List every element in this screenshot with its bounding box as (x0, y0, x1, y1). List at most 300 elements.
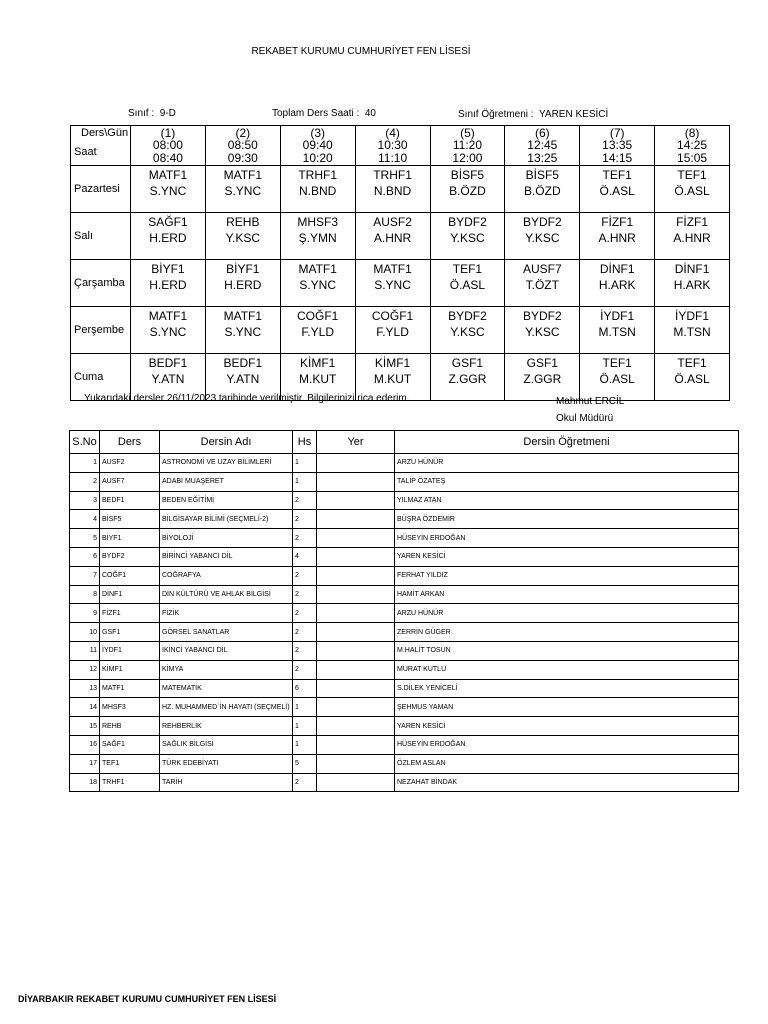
period-number: (2) (205, 126, 280, 140)
period-start: 13:35 (602, 138, 633, 152)
lesson-teacher: Y.KSC (525, 231, 560, 245)
lesson-course: MATF1 (148, 168, 188, 182)
course-code: DİNF1 (100, 585, 160, 604)
course-list-table (69, 430, 739, 792)
lesson-course: İYDF1 (675, 309, 710, 323)
course-hours: 5 (293, 754, 317, 773)
course-no: 10 (70, 623, 100, 642)
lesson-teacher: F.YLD (301, 325, 335, 339)
period-end: 09:30 (227, 151, 258, 165)
course-place (317, 510, 395, 529)
lesson-teacher: Ö.ASL (449, 278, 486, 292)
period-time (430, 139, 505, 166)
schedule-note: Yukarıdaki dersler 26/11/2023 tarihinde verilmiştir. Bilgilerinizi rica ederim. (84, 393, 410, 404)
lesson-cell (355, 166, 430, 213)
lesson-teacher: Y.KSC (525, 325, 560, 339)
period-end: 15:05 (677, 151, 708, 165)
lesson-teacher: Y.KSC (225, 231, 261, 245)
lesson-course: MATF1 (298, 262, 337, 276)
total-hours-info (272, 108, 376, 119)
table-row (70, 717, 739, 736)
lesson-cell (280, 213, 355, 260)
course-code: SAĞF1 (100, 735, 160, 754)
lesson-course: GSF1 (451, 356, 484, 370)
course-code: AUSF2 (100, 454, 160, 473)
course-place (317, 623, 395, 642)
period-time (580, 139, 655, 166)
lesson-course: KİMF1 (300, 356, 336, 370)
course-place (317, 717, 395, 736)
period-time (131, 139, 206, 166)
lesson-cell (430, 166, 505, 213)
course-code: GSF1 (100, 623, 160, 642)
day-row (71, 307, 730, 354)
course-teacher: YILMAZ ATAN (395, 491, 739, 510)
lesson-course: BİSF5 (525, 168, 559, 182)
course-name: GÖRSEL SANATLAR (160, 623, 293, 642)
lesson-teacher: S.YNC (224, 184, 262, 198)
course-name: REHBERLİK (160, 717, 293, 736)
period-time (205, 139, 280, 166)
table-row (70, 679, 739, 698)
lesson-cell (205, 307, 280, 354)
lesson-teacher: Ö.ASL (599, 184, 635, 198)
period-end: 12:00 (452, 151, 483, 165)
course-place (317, 698, 395, 717)
course-no: 6 (70, 547, 100, 566)
period-number: (6) (505, 126, 580, 140)
lesson-course: SAĞF1 (148, 215, 188, 229)
period-end: 11:10 (377, 151, 408, 165)
period-number: (1) (131, 126, 206, 140)
lesson-course: TEF1 (602, 356, 632, 370)
lesson-course: TRHF1 (298, 168, 338, 182)
period-end: 13:25 (527, 151, 558, 165)
course-hours: 2 (293, 491, 317, 510)
course-hours: 2 (293, 773, 317, 792)
period-end: 14:15 (602, 151, 633, 165)
course-place (317, 641, 395, 660)
class-teacher-label: Sınıf Öğretmeni : (458, 109, 534, 120)
lesson-course: REHB (226, 215, 260, 229)
course-no: 2 (70, 472, 100, 491)
day-row (71, 166, 730, 213)
lesson-cell (430, 213, 505, 260)
course-hours: 2 (293, 604, 317, 623)
course-name: ADABI MUAŞERET (160, 472, 293, 491)
course-no: 8 (70, 585, 100, 604)
lesson-teacher: H.ARK (673, 278, 711, 292)
course-name: BEDEN EĞİTİMİ (160, 491, 293, 510)
table-row (70, 641, 739, 660)
course-no: 9 (70, 604, 100, 623)
lesson-teacher: M.KUT (373, 372, 412, 386)
table-row (70, 491, 739, 510)
lesson-course: MATF1 (223, 309, 263, 323)
course-hours: 2 (293, 623, 317, 642)
principal-signature (556, 393, 624, 427)
course-teacher: HÜSEYİN ERDOĞAN (395, 735, 739, 754)
lesson-course: BEDF1 (148, 356, 188, 370)
course-name: FİZİK (160, 604, 293, 623)
lesson-course: MATF1 (148, 309, 188, 323)
course-code: BİSF5 (100, 510, 160, 529)
table-row (70, 529, 739, 548)
course-no: 14 (70, 698, 100, 717)
total-hours-label: Toplam Ders Saati : (272, 108, 360, 119)
course-code: TEF1 (100, 754, 160, 773)
course-place (317, 491, 395, 510)
header-hours: Hs (293, 431, 317, 454)
table-row (70, 773, 739, 792)
lesson-cell (205, 260, 280, 307)
lesson-course: AUSF7 (522, 262, 562, 276)
course-teacher: ÖZLEM ASLAN (395, 754, 739, 773)
lesson-course: MATF1 (223, 168, 263, 182)
day-label: Çarşamba (71, 260, 131, 307)
lesson-teacher: A.HNR (673, 231, 711, 245)
lesson-teacher: Y.KSC (450, 325, 485, 339)
lesson-teacher: Z.GGR (523, 372, 562, 386)
lesson-cell (580, 260, 655, 307)
corner-label: Ders\Gün (71, 126, 131, 140)
lesson-course: BYDF2 (522, 215, 562, 229)
lesson-teacher: Ö.ASL (674, 184, 710, 198)
course-hours: 1 (293, 735, 317, 754)
course-no: 5 (70, 529, 100, 548)
course-code: REHB (100, 717, 160, 736)
lesson-teacher: Y.ATN (151, 372, 185, 386)
lesson-cell (505, 260, 580, 307)
period-number: (3) (280, 126, 355, 140)
lesson-cell (355, 307, 430, 354)
day-label: Salı (71, 213, 131, 260)
header-no: S.No (70, 431, 100, 454)
table-row (70, 754, 739, 773)
course-no: 18 (70, 773, 100, 792)
lesson-course: DİNF1 (674, 262, 710, 276)
lesson-course: MHSF3 (297, 215, 339, 229)
lesson-course: TRHF1 (373, 168, 412, 182)
class-teacher-value: YAREN KESİCİ (538, 109, 609, 120)
lesson-cell (430, 307, 505, 354)
course-hours: 2 (293, 529, 317, 548)
course-teacher: BÜŞRA ÖZDEMİR (395, 510, 739, 529)
course-hours: 1 (293, 698, 317, 717)
course-teacher: ARZU HÜNÜR (395, 454, 739, 473)
course-teacher: YAREN KESİCİ (395, 717, 739, 736)
course-name: TÜRK EDEBİYATI (160, 754, 293, 773)
period-number: (8) (655, 126, 730, 140)
lesson-course: BYDF2 (448, 309, 487, 323)
lesson-cell (430, 260, 505, 307)
course-name: İKİNCİ YABANCI DİL (160, 641, 293, 660)
course-hours: 4 (293, 547, 317, 566)
course-no: 15 (70, 717, 100, 736)
course-code: TRHF1 (100, 773, 160, 792)
lesson-cell (655, 260, 730, 307)
period-start: 14:25 (677, 138, 708, 152)
lesson-course: COĞF1 (297, 309, 339, 323)
footer-school-name: DİYARBAKIR REKABET KURUMU CUMHURİYET FEN LİSESİ (18, 994, 277, 1004)
class-info (128, 108, 176, 119)
lesson-teacher: A.HNR (598, 231, 636, 245)
day-label: Perşembe (71, 307, 131, 354)
course-place (317, 585, 395, 604)
course-no: 3 (70, 491, 100, 510)
course-no: 1 (70, 454, 100, 473)
course-place (317, 754, 395, 773)
lesson-teacher: T.ÖZT (525, 278, 559, 292)
lesson-cell (355, 213, 430, 260)
lesson-teacher: Ö.ASL (674, 372, 710, 386)
lesson-cell (205, 213, 280, 260)
course-name: TARİH (160, 773, 293, 792)
lesson-cell (505, 166, 580, 213)
table-row (70, 472, 739, 491)
lesson-teacher: S.YNC (224, 325, 262, 339)
lesson-teacher: Y.ATN (226, 372, 260, 386)
table-row (70, 698, 739, 717)
course-code: KİMF1 (100, 660, 160, 679)
course-name: ASTRONOMİ VE UZAY BİLİMLERİ (160, 454, 293, 473)
day-row (71, 213, 730, 260)
table-row (70, 566, 739, 585)
lesson-teacher: N.BND (373, 184, 412, 198)
course-place (317, 735, 395, 754)
course-hours: 1 (293, 454, 317, 473)
lesson-teacher: S.YNC (374, 278, 411, 292)
course-name: HZ. MUHAMMED`İN HAYATI (SEÇMELİ) (160, 698, 293, 717)
course-place (317, 773, 395, 792)
lesson-course: FİZF1 (676, 215, 709, 229)
lesson-cell (655, 354, 730, 401)
course-teacher: FERHAT YILDIZ (395, 566, 739, 585)
lesson-cell (655, 166, 730, 213)
course-code: BEDF1 (100, 491, 160, 510)
lesson-teacher: Ş.YMN (298, 231, 337, 245)
course-name: BİLGİSAYAR BİLİMİ (SEÇMELİ-2) (160, 510, 293, 529)
course-no: 4 (70, 510, 100, 529)
course-list-header (70, 431, 739, 454)
lesson-cell (280, 260, 355, 307)
class-teacher-info (458, 109, 608, 120)
lesson-course: DİNF1 (599, 262, 635, 276)
course-hours: 6 (293, 679, 317, 698)
table-row (70, 623, 739, 642)
course-teacher: ŞEHMUS YAMAN (395, 698, 739, 717)
lesson-teacher: M.TSN (673, 325, 711, 339)
lesson-cell (355, 260, 430, 307)
header-teacher: Dersin Öğretmeni (395, 431, 739, 454)
lesson-cell (655, 213, 730, 260)
course-teacher: S.DİLEK YENİCELİ (395, 679, 739, 698)
course-no: 12 (70, 660, 100, 679)
course-name: SAĞLIK BİLGİSİ (160, 735, 293, 754)
period-time (655, 139, 730, 166)
period-time (355, 139, 430, 166)
lesson-cell (580, 166, 655, 213)
total-hours-value: 40 (364, 108, 376, 119)
course-name: DİN KÜLTÜRÜ VE AHLAK BİLGİSİ (160, 585, 293, 604)
course-hours: 2 (293, 660, 317, 679)
course-code: COĞF1 (100, 566, 160, 585)
lesson-teacher: A.HNR (373, 231, 412, 245)
period-end: 10:20 (302, 151, 333, 165)
course-code: BİYF1 (100, 529, 160, 548)
course-teacher: HAMİT ARKAN (395, 585, 739, 604)
day-label: Pazartesi (71, 166, 131, 213)
lesson-teacher: H.ERD (224, 278, 262, 292)
course-teacher: ARZU HÜNÜR (395, 604, 739, 623)
table-row (70, 547, 739, 566)
period-time (505, 139, 580, 166)
course-place (317, 529, 395, 548)
lesson-course: BİYF1 (151, 262, 185, 276)
period-time (280, 139, 355, 166)
course-code: MATF1 (100, 679, 160, 698)
lesson-teacher: B.ÖZD (523, 184, 561, 198)
principal-title: Okul Müdürü (556, 413, 614, 424)
course-place (317, 454, 395, 473)
school-title: REKABET KURUMU CUMHURİYET FEN LİSESİ (251, 46, 471, 57)
lesson-course: BİSF5 (450, 168, 485, 182)
period-start: 12:45 (527, 138, 558, 152)
table-row (70, 510, 739, 529)
table-row (70, 585, 739, 604)
lesson-course: TEF1 (677, 168, 707, 182)
course-teacher: TALİP ÖZATEŞ (395, 472, 739, 491)
course-place (317, 472, 395, 491)
lesson-cell (280, 307, 355, 354)
class-label: Sınıf : (128, 108, 155, 119)
saat-label: Saat (71, 139, 131, 166)
period-start: 08:00 (152, 138, 183, 152)
weekly-schedule-table (70, 125, 730, 401)
header-place: Yer (317, 431, 395, 454)
lesson-course: COĞF1 (371, 309, 414, 323)
course-no: 13 (70, 679, 100, 698)
table-row (70, 660, 739, 679)
lesson-course: BİYF1 (226, 262, 260, 276)
course-no: 7 (70, 566, 100, 585)
lesson-teacher: H.ARK (598, 278, 636, 292)
period-number: (4) (355, 126, 430, 140)
table-row (70, 604, 739, 623)
lesson-course: TEF1 (677, 356, 707, 370)
table-row (70, 735, 739, 754)
lesson-teacher: M.KUT (299, 372, 337, 386)
lesson-teacher: Z.GGR (448, 372, 487, 386)
course-code: FİZF1 (100, 604, 160, 623)
lesson-course: BYDF2 (448, 215, 487, 229)
lesson-cell (655, 307, 730, 354)
period-end: 08:40 (152, 151, 183, 165)
period-start: 10:30 (377, 138, 408, 152)
course-name: KİMYA (160, 660, 293, 679)
course-place (317, 604, 395, 623)
period-number-row (71, 126, 730, 140)
course-teacher: NEZAHAT BİNDAK (395, 773, 739, 792)
lesson-cell (580, 307, 655, 354)
course-hours: 2 (293, 566, 317, 585)
course-teacher: MURAT KUTLU (395, 660, 739, 679)
class-value: 9-D (159, 108, 176, 119)
course-name: BİRİNCİ YABANCI DİL (160, 547, 293, 566)
lesson-teacher: H.ERD (149, 278, 187, 292)
lesson-cell (280, 166, 355, 213)
principal-name: Mahmut ERCİL (556, 396, 625, 407)
course-hours: 2 (293, 510, 317, 529)
course-place (317, 660, 395, 679)
course-hours: 2 (293, 585, 317, 604)
lesson-teacher: H.ERD (149, 231, 187, 245)
course-teacher: YAREN KESİCİ (395, 547, 739, 566)
course-place (317, 547, 395, 566)
course-hours: 2 (293, 641, 317, 660)
lesson-teacher: N.BND (299, 184, 337, 198)
lesson-course: BYDF2 (522, 309, 562, 323)
course-teacher: ZERRİN GÜGER (395, 623, 739, 642)
course-place (317, 566, 395, 585)
lesson-course: KİMF1 (374, 356, 411, 370)
lesson-cell (580, 213, 655, 260)
course-no: 17 (70, 754, 100, 773)
lesson-course: TEF1 (602, 168, 632, 182)
course-teacher: HÜSEYİN ERDOĞAN (395, 529, 739, 548)
day-label: Cuma (71, 354, 131, 401)
lesson-cell (131, 213, 206, 260)
period-number: (7) (580, 126, 655, 140)
course-teacher: M.HALİT TOSUN (395, 641, 739, 660)
period-time-row (71, 139, 730, 166)
lesson-teacher: Ö.ASL (599, 372, 635, 386)
course-code: AUSF7 (100, 472, 160, 491)
course-name: COĞRAFYA (160, 566, 293, 585)
course-code: İYDF1 (100, 641, 160, 660)
lesson-cell (505, 307, 580, 354)
lesson-cell (131, 307, 206, 354)
lesson-cell (505, 213, 580, 260)
header-code: Ders (100, 431, 160, 454)
course-hours: 1 (293, 472, 317, 491)
lesson-teacher: S.YNC (149, 325, 187, 339)
lesson-cell (205, 166, 280, 213)
lesson-teacher: S.YNC (149, 184, 187, 198)
period-start: 08:50 (227, 138, 258, 152)
lesson-teacher: S.YNC (299, 278, 337, 292)
lesson-teacher: B.ÖZD (449, 184, 486, 198)
course-name: BİYOLOJİ (160, 529, 293, 548)
course-no: 11 (70, 641, 100, 660)
header-name: Dersin Adı (160, 431, 293, 454)
course-no: 16 (70, 735, 100, 754)
lesson-course: TEF1 (452, 262, 483, 276)
course-code: BYDF2 (100, 547, 160, 566)
lesson-teacher: M.TSN (598, 325, 636, 339)
course-hours: 1 (293, 717, 317, 736)
period-start: 09:40 (302, 138, 333, 152)
day-row (71, 260, 730, 307)
course-place (317, 679, 395, 698)
lesson-course: FİZF1 (601, 215, 634, 229)
period-start: 11:20 (452, 138, 482, 152)
period-number: (5) (430, 126, 505, 140)
lesson-course: GSF1 (526, 356, 558, 370)
lesson-course: MATF1 (373, 262, 412, 276)
table-row (70, 454, 739, 473)
lesson-cell (131, 166, 206, 213)
